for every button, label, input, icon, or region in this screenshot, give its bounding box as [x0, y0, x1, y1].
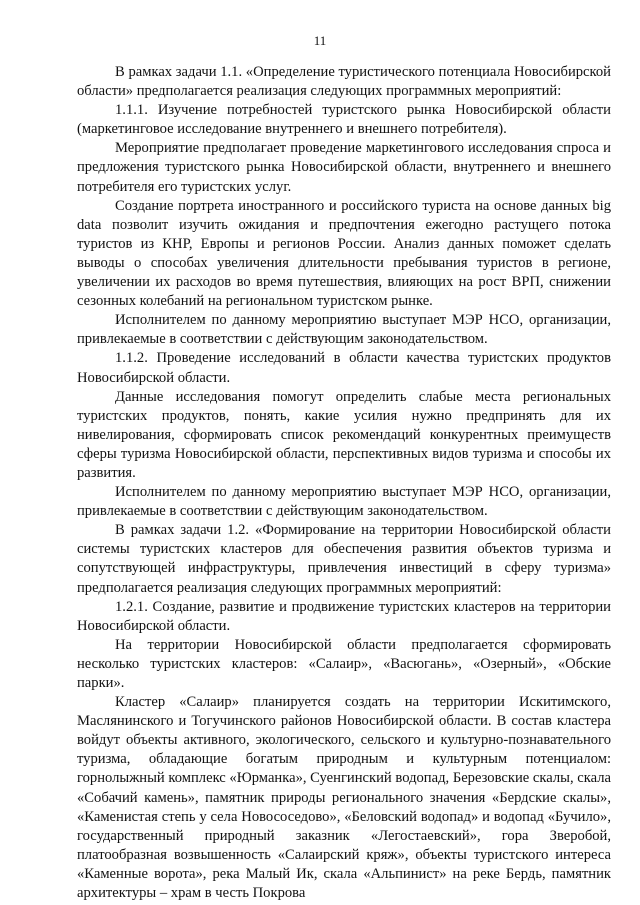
document-body — [77, 63, 611, 903]
paragraph: В рамках задачи 1.2. «Формирование на территории Новосибирской области системы туристских кластеров для обеспечения развития объектов туризма и сопутствующей инфраструктуры, привлечения инвестиций в сферу туризма» предполагается реализация следующих программных мероприятий: — [77, 522, 611, 596]
paragraph: На территории Новосибирской области предполагается сформировать несколько туристских кластеров: «Салаир», «Васюгань», «Озерный», «Обские парки». — [77, 636, 611, 691]
paragraph: Исполнителем по данному мероприятию выступает МЭР НСО, организации, привлекаемые в соответствии с действующим законодательством. — [77, 312, 611, 348]
page-number: 11 — [313, 33, 327, 48]
paragraph: В рамках задачи 1.1. «Определение туристического потенциала Новосибирской области» предполагается реализация следующих программных мероприятий: — [77, 64, 611, 100]
paragraph: 1.1.2. Проведение исследований в области качества туристских продуктов Новосибирской области. — [77, 350, 611, 386]
paragraph: Данные исследования помогут определить слабые места региональных туристских продуктов, понять, какие усилия нужно предпринять для их нивелирования, сформировать список рекомендаций конкурентных преимуществ сферы туризма Новосибирской области, перспективных видов туризма и способы их развития. — [77, 388, 611, 481]
paragraph: Кластер «Салаир» планируется создать на территории Искитимского, Маслянинского и Тогучинского районов Новосибирской области. В состав кластера войдут объекты активного, экологического, сельского и культурно-познавательного туризма, обладающие богатым природным и культурным потенциалом: горнолыжный комплекс «Юрманка», Суенгинский водопад, Березовские скалы, скала «Собачий камень», памятник природы регионального значения «Бердские скалы», «Каменистая степь у села Новососедово», «Беловский водопад» и водопад «Бучило», государственный природный заказник «Легостаевский», гора Зверобой, платообразная возвышенность «Салаирский кряж», объекты туристского интереса «Каменные ворота», река Малый Ик, скала «Альпинист» на реке Бердь, памятник архитектуры – храм в честь Покрова — [77, 694, 611, 902]
paragraph: Создание портрета иностранного и российского туриста на основе данных big data позволит изучить ожидания и предпочтения ежегодно растущего потока туристов из КНР, Европы и регионов России. Анализ данных поможет сделать выводы о способах увеличения длительности пребывания туристов в регионе, увеличении их расходов во время путешествия, влияющих на рост ВРП, снижении сезонных колебаний на региональном туристском рынке. — [77, 197, 611, 310]
paragraph: 1.2.1. Создание, развитие и продвижение туристских кластеров на территории Новосибирской области. — [77, 598, 611, 634]
paragraph: 1.1.1. Изучение потребностей туристского рынка Новосибирской области (маркетинговое исследование внутреннего и внешнего потребителя). — [77, 102, 611, 138]
paragraph: Мероприятие предполагает проведение маркетингового исследования спроса и предложения туристского рынка Новосибирской области, внутреннего и внешнего потребителя его туристских услуг. — [77, 140, 611, 195]
paragraph: Исполнителем по данному мероприятию выступает МЭР НСО, организации, привлекаемые в соответствии с действующим законодательством. — [77, 484, 611, 520]
